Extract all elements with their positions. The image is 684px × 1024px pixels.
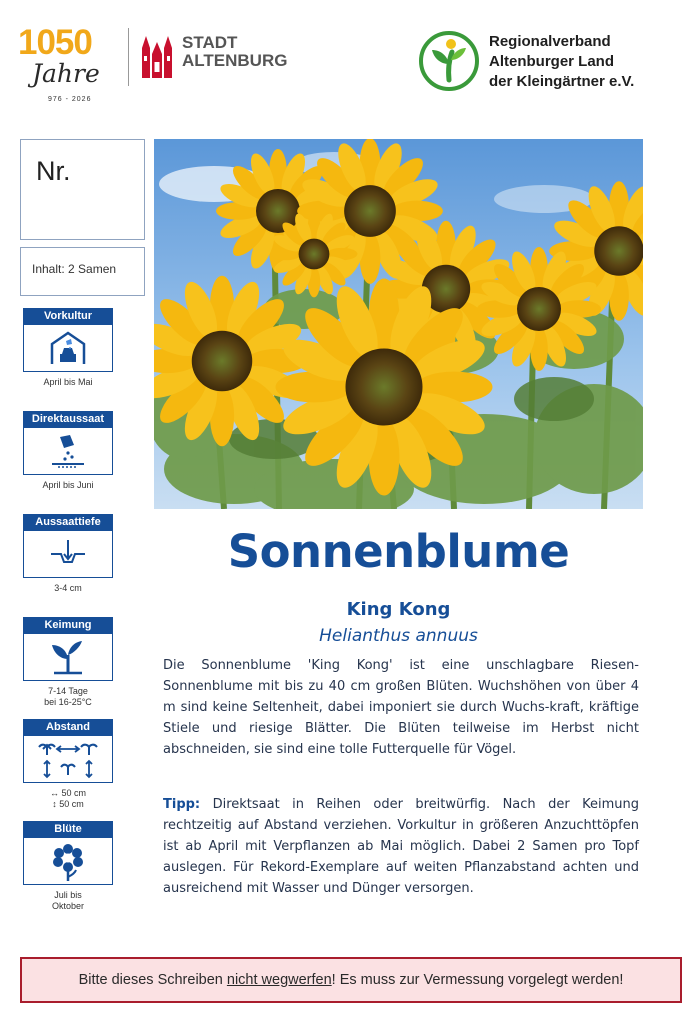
card-caption: April bis Juni bbox=[42, 480, 94, 490]
tip-text: Direktsaat in Reihen oder breitwürfig. Nach der Keimung rechtzeitig auf Abstand verziehen. Vorkultur in größeren Anzuchttöpfen ist ab April mit Verpflanzen ab Mai möglich. Dabei 2 Samen pro Topf auslegen. Für Rekord-Exemplare auf weiten Pflanzabstand achten und ausreichend mit Wasser und Dünger versorgen. bbox=[163, 797, 639, 896]
association-line: Altenburger Land bbox=[489, 53, 615, 70]
card-abstand bbox=[23, 719, 113, 810]
card-caption: April bis Mai bbox=[43, 377, 93, 387]
anniversary-word: Jahre bbox=[32, 59, 100, 88]
content-box bbox=[20, 247, 145, 296]
number-field[interactable] bbox=[20, 139, 145, 240]
seedling-icon bbox=[48, 639, 88, 675]
keep-document-notice bbox=[20, 957, 682, 1003]
tip-paragraph bbox=[163, 794, 639, 899]
card-vorkultur bbox=[23, 308, 113, 388]
card-title: Aussaattiefe bbox=[23, 514, 113, 531]
card-title: Direktaussaat bbox=[23, 411, 113, 428]
number-label: Nr. bbox=[36, 156, 71, 186]
card-caption: 3-4 cm bbox=[54, 583, 82, 593]
notice-text-end: ! Es muss zur Vermessung vorgelegt werden! bbox=[331, 972, 624, 988]
city-towers-icon bbox=[139, 28, 175, 78]
spacing-icon bbox=[33, 739, 103, 779]
card-keimung bbox=[23, 617, 113, 708]
product-variety: King Kong bbox=[346, 599, 451, 620]
notice-text-start: Bitte dieses Schreiben bbox=[78, 972, 227, 988]
card-caption: bei 16-25°C bbox=[44, 697, 92, 707]
sunflower-photo bbox=[154, 139, 643, 509]
anniversary-logo bbox=[18, 22, 126, 102]
content-label: Inhalt: 2 Samen bbox=[32, 262, 117, 276]
card-direktaussaat bbox=[23, 411, 113, 491]
sowing-icon bbox=[48, 433, 88, 469]
product-description: Die Sonnenblume 'King Kong' ist eine unschlagbare Riesen-Sonnenblume mit bis zu 40 cm großen Blüten. Wuchshöhen von über 4 m sind keine Seltenheit, dabei imponiert sie durch Wuchs-kraft, kräftige Stiele und riesige Blätter. Die Blüten teilweise im Herbst nicht abschneiden, sie sind eine tolle Futterquelle für Vögel. bbox=[163, 658, 639, 757]
association-name bbox=[489, 32, 634, 92]
notice-text-underlined: nicht wegwerfen bbox=[226, 972, 332, 988]
greenhouse-icon bbox=[48, 330, 88, 366]
association-logo bbox=[418, 30, 480, 92]
card-bluete bbox=[23, 821, 113, 912]
product-latin-name: Helianthus annuus bbox=[319, 626, 478, 646]
tip-label: Tipp: bbox=[163, 797, 201, 812]
city-name-line1: STADT bbox=[182, 33, 238, 52]
gardener-emblem-icon bbox=[418, 30, 480, 92]
flower-icon bbox=[48, 841, 88, 881]
card-caption: ↕ 50 cm bbox=[52, 799, 84, 809]
card-title: Keimung bbox=[23, 617, 113, 634]
city-logo bbox=[139, 28, 309, 80]
card-title: Abstand bbox=[23, 719, 113, 736]
card-caption: Juli bis bbox=[54, 890, 82, 900]
city-name-line2: ALTENBURG bbox=[182, 51, 288, 70]
card-aussaattiefe bbox=[23, 514, 113, 594]
association-line: Regionalverband bbox=[489, 33, 611, 50]
card-caption: Oktober bbox=[51, 901, 84, 911]
anniversary-number: 1050 bbox=[18, 23, 92, 62]
card-title: Vorkultur bbox=[23, 308, 113, 325]
card-caption: 7-14 Tage bbox=[48, 686, 88, 696]
association-line: der Kleingärtner e.V. bbox=[489, 73, 635, 90]
card-title: Blüte bbox=[23, 821, 113, 838]
product-title: Sonnenblume bbox=[227, 525, 570, 578]
sowing-depth-icon bbox=[48, 536, 88, 572]
logo-divider bbox=[128, 28, 129, 86]
card-caption: ↔ 50 cm bbox=[49, 788, 86, 798]
anniversary-years: 976 - 2026 bbox=[48, 96, 92, 103]
